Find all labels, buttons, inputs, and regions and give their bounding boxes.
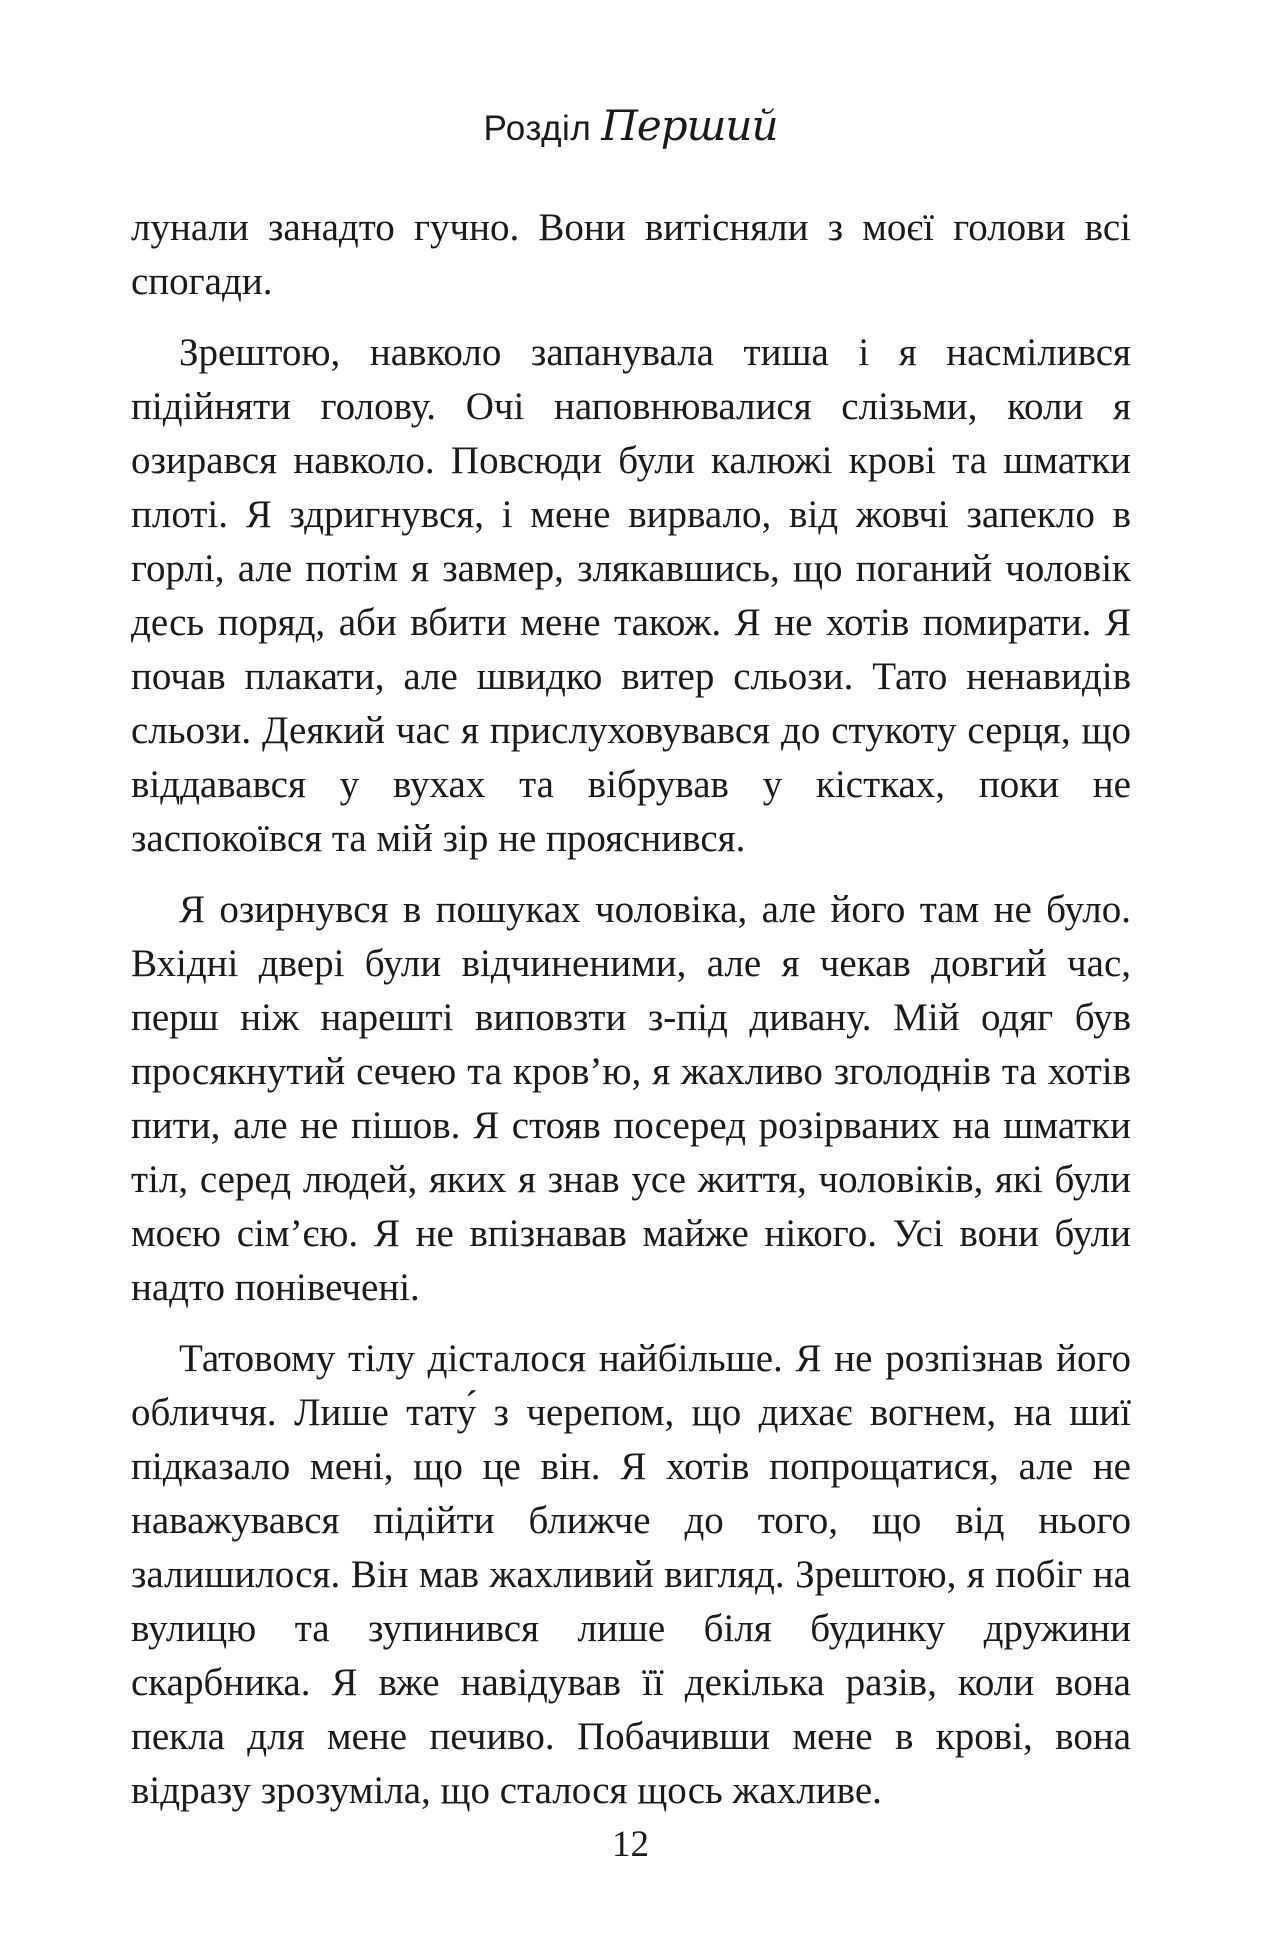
paragraph-4: Татовому тілу дісталося найбільше. Я не розпізнав його обличчя. Лише тату́ з черепом, що дихає вогнем, на шиї підказало мені, що це він. Я хотів попрощатися, але не наважувався підійти ближче до того, що від нього залишилося. Він мав жахливий вигляд. Зрештою, я побіг на вулицю та зупинився лише біля будинку дружини скарбника. Я вже навідував її декілька разів, коли вона пекла для мене печиво. Побачивши мене в крові, вона відразу зрозуміла, що сталося щось жахливе. — [131, 1337, 1131, 1812]
paragraph-1: лунали занадто гучно. Вони витісняли з моєї голови всі спогади. — [131, 206, 1131, 303]
body-text — [131, 201, 1131, 1835]
paragraph-2: Зрештою, навколо запанувала тиша і я насмілився підійняти голову. Очі наповнювалися слізьми, коли я озирався навколо. Повсюди були калюжі крові та шматки плоті. Я здригнувся, і мене вирвало, від жовчі запекло в горлі, але потім я завмер, злякавшись, що поганий чоловік десь поряд, аби вбити мене також. Я не хотів помирати. Я почав плакати, але швидко витер сльози. Тато ненавидів сльози. Деякий час я прислуховувався до стукоту серця, що віддавався у вухах та вібрував у кістках, поки не заспокоївся та мій зір не прояснився. — [131, 331, 1131, 860]
page-number: 12 — [612, 1824, 649, 1865]
paragraph-3: Я озирнувся в пошуках чоловіка, але його там не було. Вхідні двері були відчиненими, але я чекав довгий час, перш ніж нарешті виповзти з-під дивану. Мій одяг був просякнутий сечею та кров’ю, я жахливо зголоднів та хотів пити, але не пішов. Я стояв посеред розірваних на шматки тіл, серед людей, яких я знав усе життя, чоловіків, які були моєю сім’єю. Я не впізнавав майже нікого. Усі вони були надто понівечені. — [131, 888, 1131, 1309]
header-chapter-word: Перший — [601, 101, 778, 150]
header-section-word: Розділ — [483, 109, 592, 148]
running-header — [0, 96, 1261, 159]
